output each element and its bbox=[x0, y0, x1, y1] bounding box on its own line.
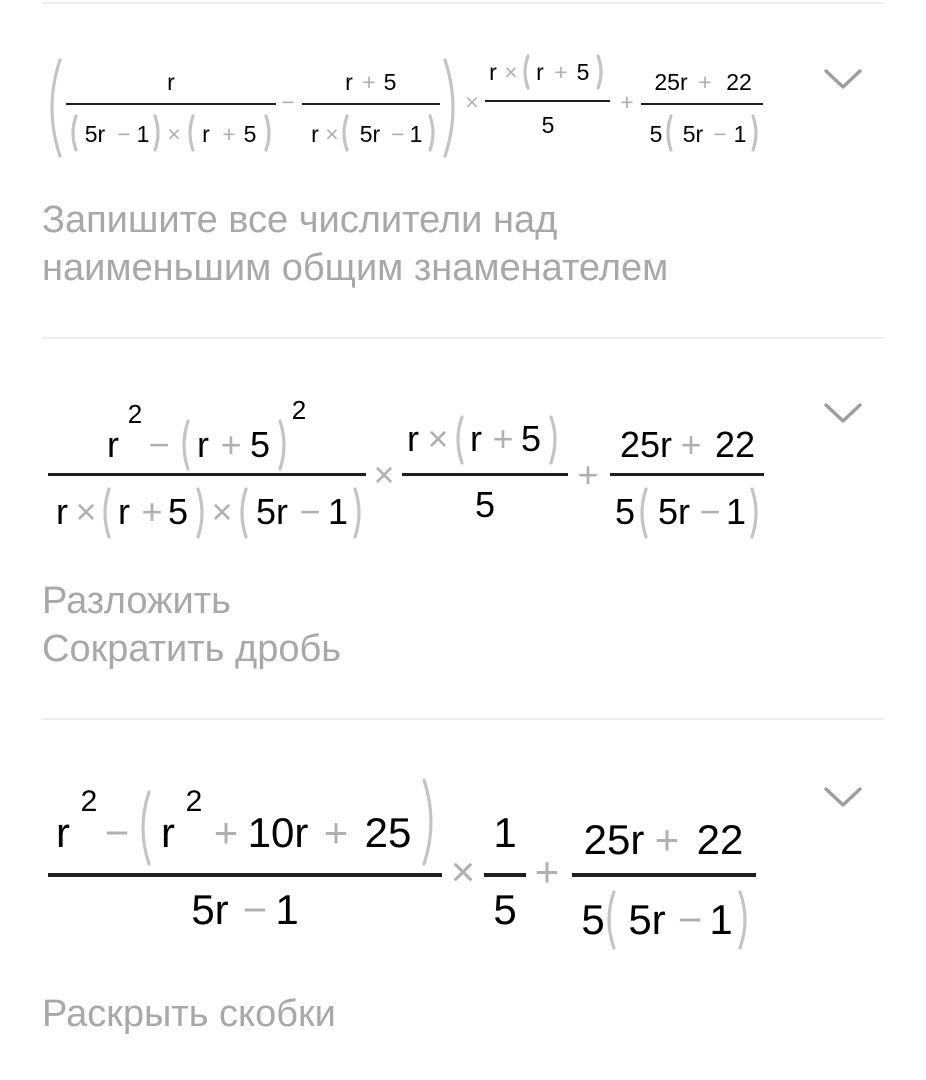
exponent: 2 bbox=[80, 785, 98, 818]
close-paren bbox=[445, 60, 453, 156]
chevron-down-icon[interactable] bbox=[822, 784, 864, 810]
minus-sign: − bbox=[713, 121, 727, 147]
chevron-down-icon[interactable] bbox=[822, 66, 864, 92]
fraction-bar bbox=[66, 103, 276, 105]
term: 1 bbox=[275, 886, 299, 933]
term: 5r bbox=[682, 121, 704, 147]
term: r bbox=[161, 809, 175, 856]
minus-sign: − bbox=[699, 491, 721, 532]
term: r bbox=[489, 59, 497, 85]
term: 1 bbox=[733, 121, 747, 147]
plus-sign: + bbox=[222, 121, 236, 147]
denominator: 5 bbox=[474, 484, 496, 525]
term: r bbox=[407, 418, 419, 459]
hint-line: Разложить bbox=[42, 580, 231, 622]
term: r bbox=[202, 121, 210, 147]
plus-sign: + bbox=[492, 418, 514, 459]
minus-sign: − bbox=[104, 809, 130, 856]
step-2-expression bbox=[0, 339, 926, 569]
plus-sign: + bbox=[534, 848, 560, 895]
plus-sign: + bbox=[680, 424, 702, 465]
term: 5 bbox=[614, 491, 636, 532]
term: 25r bbox=[619, 424, 673, 465]
times-sign: × bbox=[211, 491, 233, 532]
plus-sign: + bbox=[213, 809, 239, 856]
times-sign: × bbox=[325, 121, 339, 147]
plus-sign: + bbox=[323, 809, 349, 856]
term: 1 bbox=[136, 121, 150, 147]
exponent: 2 bbox=[185, 785, 203, 818]
fraction-bar bbox=[302, 103, 440, 105]
term: 5 bbox=[649, 121, 663, 147]
term: 1 bbox=[409, 121, 423, 147]
term: 5 bbox=[576, 59, 590, 85]
term: 22 bbox=[726, 69, 752, 95]
exponent: 2 bbox=[291, 395, 307, 425]
term: r bbox=[56, 809, 70, 856]
term: r bbox=[118, 491, 130, 532]
fraction-bar bbox=[641, 103, 763, 105]
times-sign: × bbox=[167, 121, 181, 147]
minus-sign: − bbox=[391, 121, 405, 147]
term: r bbox=[56, 491, 68, 532]
term: 5 bbox=[167, 491, 189, 532]
term: 5r bbox=[191, 886, 229, 933]
times-sign: × bbox=[504, 59, 518, 85]
hint-line: Раскрыть скобки bbox=[42, 993, 336, 1035]
hint-line: Сократить дробь bbox=[42, 628, 342, 670]
step-1-expression bbox=[0, 0, 926, 190]
term: r bbox=[107, 424, 119, 465]
term: 22 bbox=[696, 816, 744, 863]
term: 1 bbox=[725, 491, 747, 532]
plus-sign: + bbox=[554, 59, 568, 85]
chevron-down-icon[interactable] bbox=[822, 400, 864, 426]
term: 5r bbox=[628, 896, 666, 943]
plus-sign: + bbox=[220, 424, 242, 465]
term: r bbox=[311, 121, 319, 147]
fraction-bar bbox=[484, 873, 526, 877]
denominator: 5 bbox=[493, 886, 517, 933]
times-sign: × bbox=[450, 848, 476, 895]
denominator: 5 bbox=[541, 112, 555, 138]
term: 1 bbox=[709, 896, 733, 943]
times-sign: × bbox=[465, 89, 479, 115]
term: 10r bbox=[247, 809, 309, 856]
step-3[interactable] bbox=[0, 720, 926, 1080]
numerator: r bbox=[167, 69, 175, 95]
fraction-bar bbox=[48, 873, 442, 877]
term: r bbox=[470, 418, 482, 459]
term: 5r bbox=[359, 121, 381, 147]
step-3-expression bbox=[0, 720, 926, 960]
term: 22 bbox=[714, 424, 756, 465]
step-hint bbox=[42, 577, 341, 673]
plus-sign: + bbox=[141, 491, 163, 532]
fraction-bar bbox=[610, 473, 764, 476]
term: 25 bbox=[364, 809, 412, 856]
step-1[interactable] bbox=[0, 0, 926, 330]
term: 5r bbox=[657, 491, 691, 532]
hint-line: наименьшим общим знаменателем bbox=[42, 247, 669, 289]
term: 5r bbox=[84, 121, 106, 147]
plus-sign: + bbox=[577, 454, 599, 495]
minus-sign: − bbox=[117, 121, 131, 147]
exponent: 2 bbox=[127, 399, 143, 429]
times-sign: × bbox=[373, 454, 395, 495]
minus-sign: − bbox=[281, 89, 295, 115]
step-hint bbox=[42, 196, 668, 292]
term: 25r bbox=[583, 816, 645, 863]
fraction-bar bbox=[48, 473, 366, 476]
step-hint bbox=[42, 990, 336, 1038]
term: r bbox=[345, 69, 353, 95]
term: 25r bbox=[654, 69, 688, 95]
plus-sign: + bbox=[698, 69, 712, 95]
plus-sign: + bbox=[620, 89, 634, 115]
step-2[interactable] bbox=[0, 339, 926, 717]
fraction-bar bbox=[572, 873, 756, 877]
term: 1 bbox=[327, 491, 349, 532]
minus-sign: − bbox=[677, 896, 703, 943]
term: 5 bbox=[243, 121, 257, 147]
hint-line: Запишите все числители над bbox=[42, 199, 558, 241]
term: 5 bbox=[249, 424, 271, 465]
term: r bbox=[536, 59, 544, 85]
plus-sign: + bbox=[362, 69, 376, 95]
term: 5 bbox=[581, 896, 605, 943]
term: r bbox=[197, 424, 209, 465]
term: 5r bbox=[255, 491, 289, 532]
minus-sign: − bbox=[148, 424, 170, 465]
term: 5 bbox=[383, 69, 397, 95]
minus-sign: − bbox=[242, 886, 268, 933]
numerator: 1 bbox=[493, 809, 517, 856]
fraction-bar bbox=[485, 100, 610, 102]
fraction-bar bbox=[402, 473, 568, 476]
term: 5 bbox=[520, 418, 542, 459]
plus-sign: + bbox=[654, 816, 680, 863]
times-sign: × bbox=[427, 418, 449, 459]
open-paren bbox=[52, 60, 60, 156]
times-sign: × bbox=[75, 491, 97, 532]
minus-sign: − bbox=[299, 491, 321, 532]
